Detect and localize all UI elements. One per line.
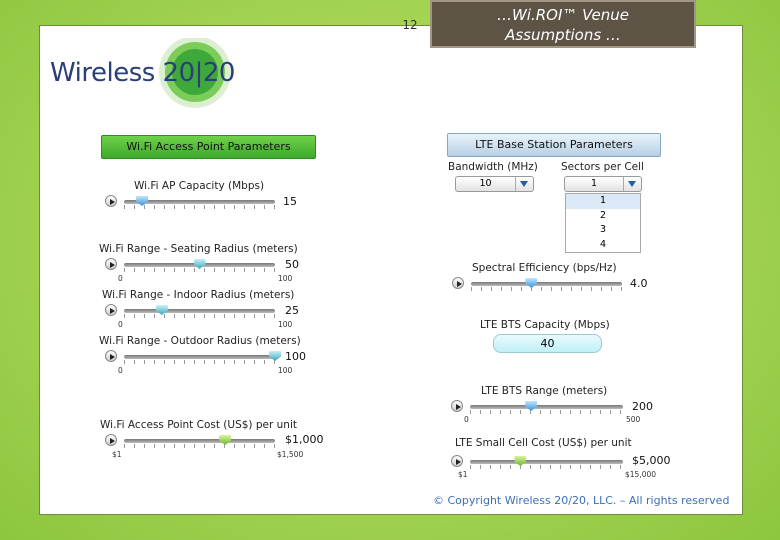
lte-bandwidth-label: Bandwidth (MHz)	[448, 161, 538, 173]
wifi-panel-header: Wi.Fi Access Point Parameters	[101, 135, 316, 159]
wireless-2020-logo	[50, 38, 240, 108]
wifi-indoor-radius-slider[interactable]	[124, 309, 275, 313]
wifi-seating-radius-value: 50	[285, 258, 299, 271]
lte-spectral-play-icon[interactable]	[452, 277, 464, 289]
wifi-ap-capacity-label: Wi.Fi AP Capacity (Mbps)	[134, 180, 265, 192]
lte-range-play-icon[interactable]	[451, 400, 463, 412]
lte-spectral-ticks	[471, 287, 622, 291]
page-number: 12	[402, 18, 418, 32]
wifi-outdoor-radius-play-icon[interactable]	[105, 350, 117, 362]
wifi-ap-capacity-ticks	[124, 205, 275, 209]
lte-bandwidth-value: 10	[479, 178, 492, 189]
wifi-outdoor-radius-min: 0	[118, 366, 123, 375]
wifi-ap-cost-min: $1	[112, 450, 122, 459]
wifi-outdoor-radius-label: Wi.Fi Range - Outdoor Radius (meters)	[99, 335, 301, 347]
lte-capacity-value: 40	[493, 334, 602, 353]
lte-sectors-option[interactable]: 2	[600, 209, 607, 221]
lte-cost-min: $1	[458, 470, 468, 479]
lte-range-label: LTE BTS Range (meters)	[481, 385, 608, 397]
lte-cost-slider[interactable]	[470, 460, 623, 464]
lte-bandwidth-select[interactable]	[455, 176, 534, 192]
wifi-ap-capacity-play-icon[interactable]	[105, 195, 117, 207]
wifi-outdoor-radius-value: 100	[285, 350, 306, 363]
lte-cost-ticks	[470, 465, 623, 469]
lte-cost-label: LTE Small Cell Cost (US$) per unit	[455, 437, 632, 449]
chevron-down-icon[interactable]	[515, 177, 533, 191]
wifi-ap-cost-max: $1,500	[277, 450, 304, 459]
lte-capacity-label: LTE BTS Capacity (Mbps)	[480, 319, 610, 331]
chevron-down-icon[interactable]	[623, 177, 641, 191]
slide-title	[430, 0, 696, 48]
lte-sectors-option[interactable]: 1	[566, 194, 640, 209]
lte-sectors-select[interactable]	[564, 176, 642, 192]
logo-text: Wireless 20|20	[50, 58, 235, 88]
wifi-indoor-radius-label: Wi.Fi Range - Indoor Radius (meters)	[102, 289, 295, 301]
copyright-notice: © Copyright Wireless 20/20, LLC. – All rights reserved	[433, 494, 730, 507]
wifi-outdoor-radius-max: 100	[278, 366, 293, 375]
wifi-indoor-radius-ticks	[124, 314, 275, 318]
lte-sectors-dropdown	[565, 193, 641, 253]
wifi-indoor-radius-play-icon[interactable]	[105, 304, 117, 316]
slide-title-line2: Assumptions …	[505, 26, 621, 44]
wifi-seating-radius-min: 0	[118, 274, 123, 283]
lte-cost-play-icon[interactable]	[451, 455, 463, 467]
wifi-seating-radius-max: 100	[278, 274, 293, 283]
lte-range-value: 200	[632, 400, 653, 413]
lte-range-max: 500	[626, 415, 641, 424]
lte-sectors-option[interactable]: 4	[600, 238, 607, 250]
wifi-ap-cost-label: Wi.Fi Access Point Cost (US$) per unit	[100, 419, 297, 431]
wifi-seating-radius-play-icon[interactable]	[105, 258, 117, 270]
lte-range-ticks	[470, 410, 623, 414]
lte-cost-max: $15,000	[625, 470, 657, 479]
lte-sectors-label: Sectors per Cell	[561, 161, 644, 173]
wifi-indoor-radius-min: 0	[118, 320, 123, 329]
lte-sectors-value: 1	[590, 178, 598, 189]
wifi-ap-cost-play-icon[interactable]	[105, 434, 117, 446]
wifi-outdoor-radius-ticks	[124, 360, 275, 364]
lte-sectors-option[interactable]: 3	[600, 224, 607, 235]
wifi-ap-cost-slider[interactable]	[124, 439, 275, 443]
wifi-indoor-radius-value: 25	[285, 304, 299, 317]
wifi-ap-cost-ticks	[124, 444, 275, 448]
lte-spectral-slider[interactable]	[471, 282, 622, 286]
lte-range-slider[interactable]	[470, 405, 623, 409]
lte-spectral-value: 4.0	[630, 277, 648, 290]
wifi-ap-capacity-value: 15	[283, 195, 297, 208]
lte-range-min: 0	[464, 415, 469, 424]
lte-spectral-label: Spectral Efficiency (bps/Hz)	[472, 262, 617, 274]
wifi-indoor-radius-max: 100	[278, 320, 293, 329]
slide-title-line1: …Wi.ROI™ Venue	[496, 6, 630, 24]
wifi-seating-radius-label: Wi.Fi Range - Seating Radius (meters)	[99, 243, 298, 255]
lte-panel-header: LTE Base Station Parameters	[447, 133, 661, 157]
wifi-outdoor-radius-slider[interactable]	[124, 355, 275, 359]
wifi-ap-cost-value: $1,000	[285, 433, 324, 446]
lte-cost-value: $5,000	[632, 454, 671, 467]
